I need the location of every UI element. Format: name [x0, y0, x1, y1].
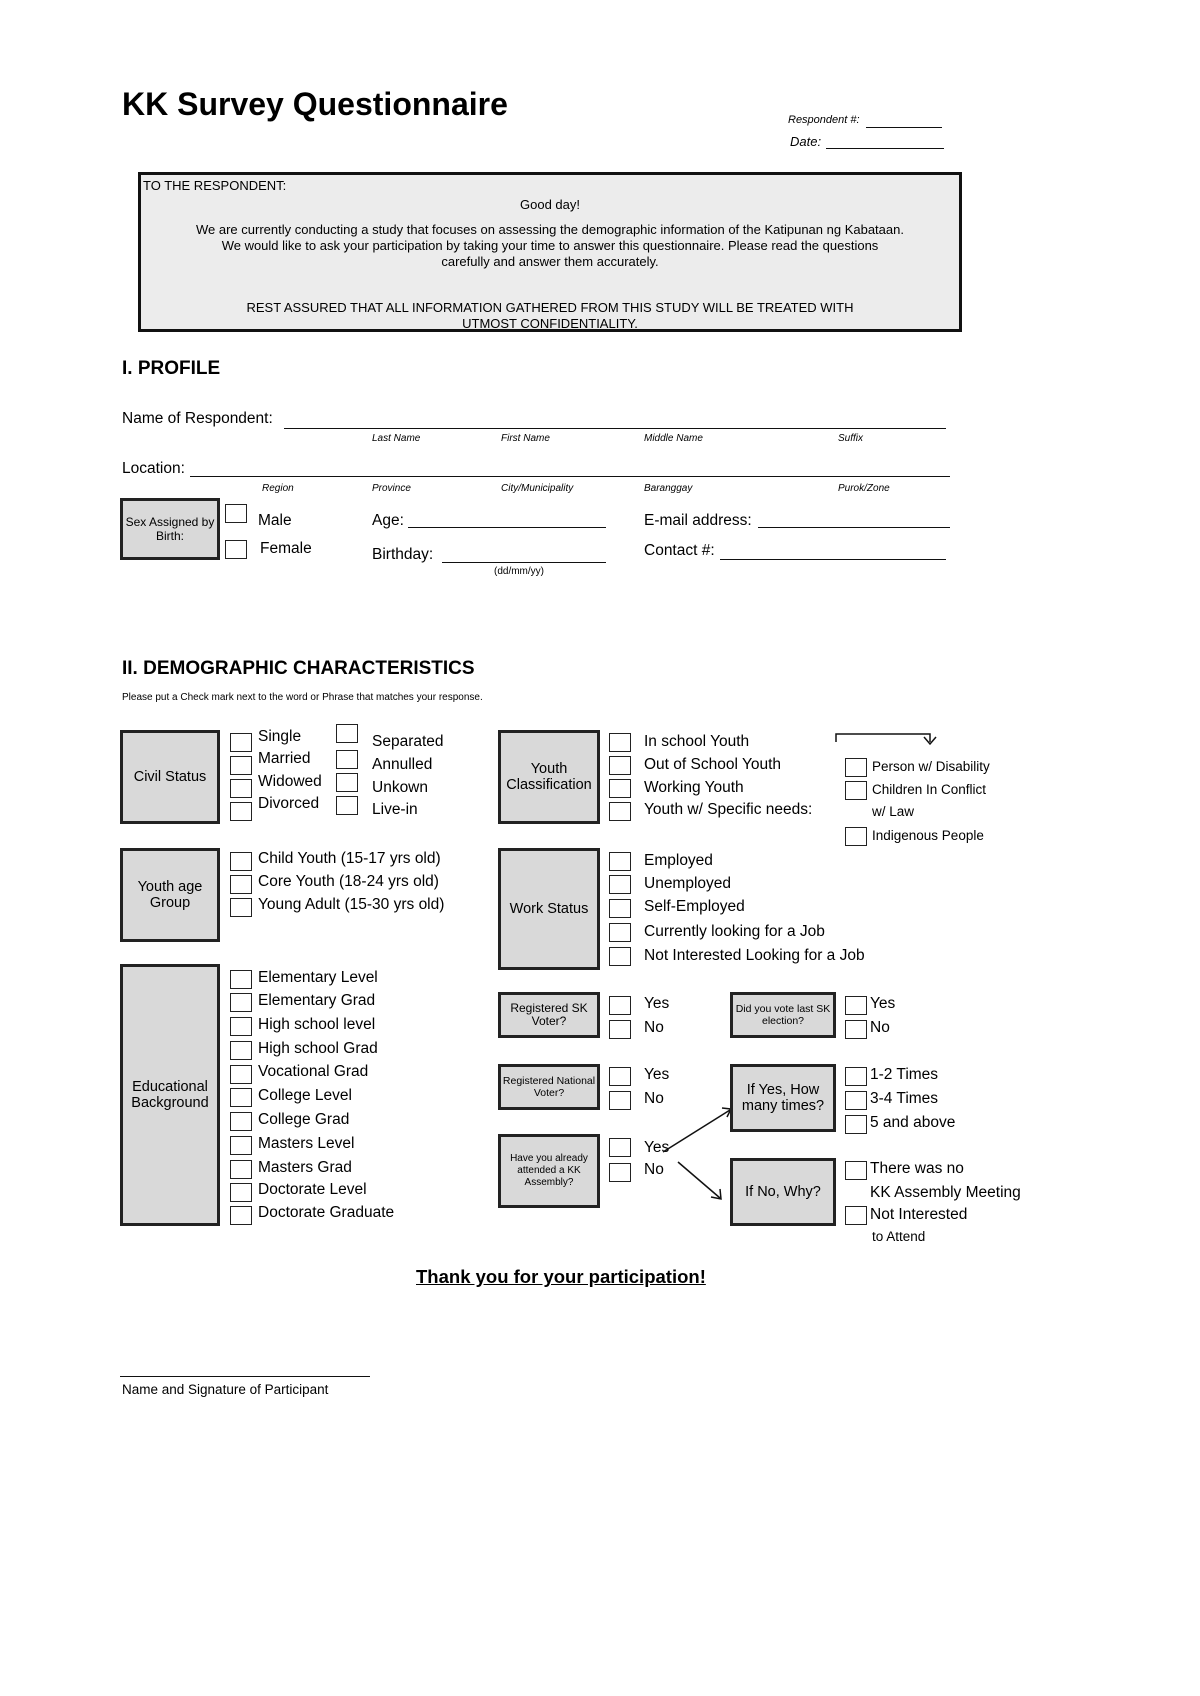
sk-voter-yes-label: Yes [644, 995, 670, 1012]
location-part-city: City/Municipality [501, 483, 574, 494]
reason-no-meeting-label-2: KK Assembly Meeting [870, 1184, 1021, 1201]
location-part-purok: Purok/Zone [838, 483, 890, 494]
male-checkbox[interactable] [225, 504, 247, 523]
youth-class-1-checkbox[interactable] [609, 756, 631, 775]
national-yes-checkbox[interactable] [609, 1067, 631, 1086]
youth-class-3-checkbox[interactable] [609, 802, 631, 821]
national-no-checkbox[interactable] [609, 1091, 631, 1110]
if-no-box: If No, Why? [730, 1158, 836, 1226]
national-voter-box: Registered National Voter? [498, 1064, 600, 1110]
signature-label: Name and Signature of Participant [122, 1382, 329, 1397]
name-part-first: First Name [501, 433, 550, 444]
civil-livein-label: Live-in [372, 801, 418, 818]
civil-annulled-label: Annulled [372, 756, 433, 773]
times-0-label: 1-2 Times [870, 1066, 939, 1083]
respondent-number-field[interactable] [866, 127, 942, 128]
intro-greeting: Good day! [520, 197, 580, 212]
youth-child-checkbox[interactable] [230, 852, 252, 871]
work-0-label: Employed [644, 852, 713, 869]
name-field[interactable] [284, 428, 946, 429]
edu-opt-10-label: Doctorate Graduate [258, 1204, 395, 1221]
location-part-region: Region [262, 483, 294, 494]
youth-child-label: Child Youth (15-17 yrs old) [258, 850, 441, 867]
date-label: Date: [790, 134, 822, 149]
edu-opt-4-label: Vocational Grad [258, 1063, 369, 1080]
civil-divorced-label: Divorced [258, 795, 320, 812]
need-cicl-checkbox[interactable] [845, 781, 867, 800]
if-yes-box: If Yes, How many times? [730, 1064, 836, 1132]
youth-class-1-label: Out of School Youth [644, 756, 782, 773]
page-title: KK Survey Questionnaire [122, 86, 508, 122]
times-1-label: 3-4 Times [870, 1090, 939, 1107]
email-label: E-mail address: [644, 512, 752, 529]
youth-class-3-label: Youth w/ Specific needs: [644, 801, 813, 818]
assembly-box: Have you already attended a KK Assembly? [498, 1134, 600, 1208]
voted-sk-no-label: No [870, 1019, 890, 1036]
youth-class-2-label: Working Youth [644, 779, 744, 796]
edu-opt-1-label: Elementary Grad [258, 992, 376, 1009]
intro-assure1: REST ASSURED THAT ALL INFORMATION GATHERED FROM THIS STUDY WILL BE TREATED WITH [246, 300, 854, 315]
youth-core-label: Core Youth (18-24 yrs old) [258, 873, 439, 890]
education-box: Educational Background [120, 964, 220, 1226]
reason-no-meeting-checkbox[interactable] [845, 1161, 867, 1180]
work-2-checkbox[interactable] [609, 899, 631, 918]
civil-livein-checkbox[interactable] [336, 796, 358, 815]
edu-opt-1-checkbox[interactable] [230, 993, 252, 1012]
edu-opt-3-checkbox[interactable] [230, 1041, 252, 1060]
edu-opt-2-label: High school level [258, 1016, 376, 1033]
edu-opt-3-label: High school Grad [258, 1040, 378, 1057]
name-part-middle: Middle Name [644, 433, 703, 444]
email-field[interactable] [758, 527, 950, 528]
youth-adult-label: Young Adult (15-30 yrs old) [258, 896, 445, 913]
male-label: Male [258, 512, 292, 529]
civil-widowed-checkbox[interactable] [230, 779, 252, 798]
civil-divorced-checkbox[interactable] [230, 802, 252, 821]
needs-bracket-arrow [834, 728, 938, 748]
times-1-checkbox[interactable] [845, 1091, 867, 1110]
times-2-checkbox[interactable] [845, 1115, 867, 1134]
birthday-hint: (dd/mm/yy) [494, 566, 544, 577]
work-3-checkbox[interactable] [609, 923, 631, 942]
name-part-suffix: Suffix [838, 433, 864, 444]
edu-opt-9-checkbox[interactable] [230, 1183, 252, 1202]
female-label: Female [260, 540, 312, 557]
sk-voter-box: Registered SK Voter? [498, 992, 600, 1038]
work-0-checkbox[interactable] [609, 852, 631, 871]
birthday-label: Birthday: [372, 546, 434, 563]
sex-box: Sex Assigned by Birth: [120, 498, 220, 560]
times-0-checkbox[interactable] [845, 1067, 867, 1086]
reason-not-interested-label-2: to Attend [872, 1229, 926, 1244]
name-label: Name of Respondent: [122, 410, 273, 427]
voted-sk-box: Did you vote last SK election? [730, 992, 836, 1038]
contact-label: Contact #: [644, 542, 715, 559]
work-4-checkbox[interactable] [609, 947, 631, 966]
civil-status-box: Civil Status [120, 730, 220, 824]
location-part-barangay: Baranggay [644, 483, 693, 494]
edu-opt-6-checkbox[interactable] [230, 1112, 252, 1131]
date-field[interactable] [826, 148, 944, 149]
birthday-field[interactable] [442, 562, 606, 563]
need-ip-label: Indigenous People [872, 828, 984, 843]
respondent-number-label: Respondent #: [788, 114, 860, 126]
name-part-last: Last Name [372, 433, 421, 444]
youth-age-box: Youth age Group [120, 848, 220, 942]
national-yes-label: Yes [644, 1066, 670, 1083]
need-pwd-label: Person w/ Disability [872, 759, 990, 774]
edu-opt-7-checkbox[interactable] [230, 1136, 252, 1155]
work-1-label: Unemployed [644, 875, 732, 892]
civil-separated-label: Separated [372, 733, 444, 750]
need-cicl-label: Children In Conflict [872, 782, 987, 797]
intro-box [138, 172, 962, 332]
work-3-label: Currently looking for a Job [644, 923, 825, 940]
civil-single-label: Single [258, 728, 302, 745]
voted-sk-no-checkbox[interactable] [845, 1020, 867, 1039]
national-no-label: No [644, 1090, 664, 1107]
edu-opt-0-checkbox[interactable] [230, 970, 252, 989]
youth-adult-checkbox[interactable] [230, 898, 252, 917]
sk-voter-no-label: No [644, 1019, 664, 1036]
edu-opt-5-label: College Level [258, 1087, 352, 1104]
civil-unkown-label: Unkown [372, 779, 428, 796]
profile-heading: I. PROFILE [122, 358, 221, 379]
intro-line1: We are currently conducting a study that focuses on assessing the demographic information of the Katipunan ng Kabataan. [196, 222, 904, 237]
flow-arrows [660, 1100, 740, 1210]
sk-voter-no-checkbox[interactable] [609, 1020, 631, 1039]
sk-voter-yes-checkbox[interactable] [609, 996, 631, 1015]
youth-core-checkbox[interactable] [230, 875, 252, 894]
work-status-box: Work Status [498, 848, 600, 970]
civil-separated-checkbox[interactable] [336, 724, 358, 743]
assembly-no-label: No [644, 1161, 664, 1178]
reason-no-meeting-label: There was no [870, 1160, 964, 1177]
assembly-yes-checkbox[interactable] [609, 1138, 631, 1157]
thank-you: Thank you for your participation! [416, 1266, 706, 1287]
intro-line3: carefully and answer them accurately. [441, 254, 659, 269]
civil-married-checkbox[interactable] [230, 756, 252, 775]
edu-opt-8-checkbox[interactable] [230, 1160, 252, 1179]
intro-line2: We would like to ask your participation by taking your time to answer this questionnaire. Please read the questions [221, 238, 879, 253]
age-label: Age: [372, 512, 404, 529]
age-field[interactable] [408, 527, 606, 528]
edu-opt-10-checkbox[interactable] [230, 1206, 252, 1225]
youth-class-2-checkbox[interactable] [609, 779, 631, 798]
edu-opt-8-label: Masters Grad [258, 1159, 352, 1176]
demo-heading: II. DEMOGRAPHIC CHARACTERISTICS [122, 658, 475, 679]
edu-opt-9-label: Doctorate Level [258, 1181, 367, 1198]
edu-opt-0-label: Elementary Level [258, 969, 378, 986]
need-cicl-label-2: w/ Law [872, 804, 915, 819]
youth-class-0-checkbox[interactable] [609, 733, 631, 752]
times-2-label: 5 and above [870, 1114, 956, 1131]
reason-not-interested-label: Not Interested [870, 1206, 968, 1223]
edu-opt-5-checkbox[interactable] [230, 1088, 252, 1107]
work-2-label: Self-Employed [644, 898, 745, 915]
edu-opt-4-checkbox[interactable] [230, 1065, 252, 1084]
location-label: Location: [122, 460, 185, 477]
need-ip-checkbox[interactable] [845, 827, 867, 846]
civil-unkown-checkbox[interactable] [336, 773, 358, 792]
civil-widowed-label: Widowed [258, 773, 322, 790]
voted-sk-yes-checkbox[interactable] [845, 996, 867, 1015]
edu-opt-6-label: College Grad [258, 1111, 350, 1128]
female-checkbox[interactable] [225, 540, 247, 559]
youth-class-0-label: In school Youth [644, 733, 750, 750]
location-field[interactable] [190, 476, 950, 477]
intro-to: TO THE RESPONDENT: [143, 178, 287, 193]
signature-line[interactable] [120, 1376, 370, 1377]
edu-opt-7-label: Masters Level [258, 1135, 355, 1152]
location-part-province: Province [372, 483, 411, 494]
work-4-label: Not Interested Looking for a Job [644, 947, 865, 964]
civil-annulled-checkbox[interactable] [336, 750, 358, 769]
need-pwd-checkbox[interactable] [845, 758, 867, 777]
assembly-no-checkbox[interactable] [609, 1163, 631, 1182]
work-1-checkbox[interactable] [609, 875, 631, 894]
edu-opt-2-checkbox[interactable] [230, 1017, 252, 1036]
reason-not-interested-checkbox[interactable] [845, 1206, 867, 1225]
contact-field[interactable] [720, 559, 946, 560]
youth-class-box: Youth Classification [498, 730, 600, 824]
demo-instruction: Please put a Check mark next to the word or Phrase that matches your response. [122, 692, 483, 703]
voted-sk-yes-label: Yes [870, 995, 896, 1012]
civil-married-label: Married [258, 750, 311, 767]
civil-single-checkbox[interactable] [230, 733, 252, 752]
assembly-yes-label: Yes [644, 1139, 670, 1156]
intro-assure2: UTMOST CONFIDENTIALITY. [462, 316, 638, 331]
